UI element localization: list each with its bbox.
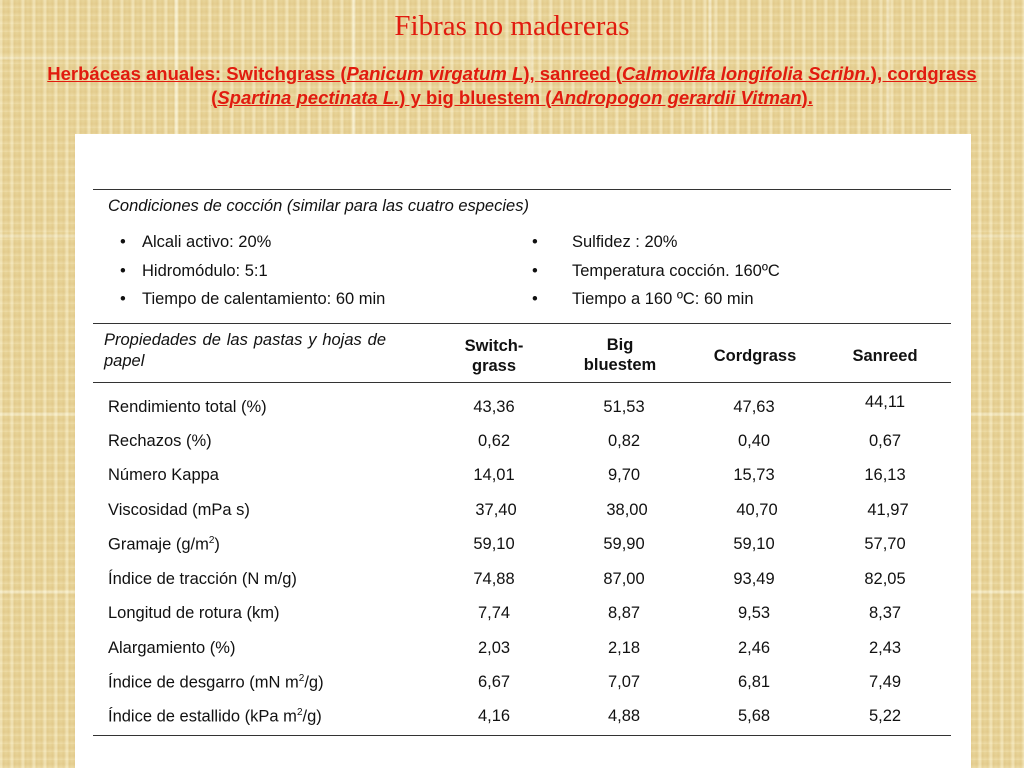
cell-value: 6,67 [477, 673, 511, 691]
cell-value: 40,70 [736, 501, 778, 519]
page-title: Fibras no madereras [394, 10, 630, 42]
cell-value: 2,43 [868, 639, 902, 657]
column-header-big-bluestem: Big bluestem [583, 336, 657, 374]
cell-value: 57,70 [864, 535, 906, 553]
condition-left-3 [120, 290, 385, 309]
cell-value: 87,00 [603, 570, 645, 588]
row-label-text: /g) [304, 673, 324, 692]
row-label-text: Índice de estallido (kPa m [108, 707, 297, 726]
row-label: Índice de tracción (N m/g) [108, 570, 297, 588]
row-label: Alargamiento (%) [108, 639, 236, 657]
condition-right-1 [532, 233, 677, 252]
conditions-title: Condiciones de cocción (similar para las cuatro especies) [108, 197, 529, 215]
condition-right-3 [532, 290, 754, 309]
cell-value: 47,63 [733, 398, 775, 416]
cell-value: 41,97 [867, 501, 909, 519]
row-label [108, 535, 220, 555]
bullet-icon: • [120, 262, 126, 280]
rule-mid [93, 323, 951, 324]
row-label-text: /g) [302, 707, 322, 726]
subtitle-text-5: ). [801, 87, 813, 108]
condition-text: Sulfidez : 20% [572, 233, 678, 251]
table-panel [75, 134, 971, 768]
cell-value: 7,49 [868, 673, 902, 691]
cell-value: 6,81 [737, 673, 771, 691]
row-label: Viscosidad (mPa s) [108, 501, 250, 519]
subtitle-species-3: Spartina pectinata L. [217, 87, 400, 108]
row-label: Número Kappa [108, 466, 219, 484]
row-label [108, 673, 324, 693]
bullet-icon: • [532, 290, 538, 308]
cell-value: 74,88 [473, 570, 515, 588]
row-label: Longitud de rotura (km) [108, 604, 280, 622]
bullet-icon: • [532, 233, 538, 251]
condition-left-1 [120, 233, 271, 252]
condition-text: Tiempo a 160 ºC: 60 min [572, 290, 754, 308]
subtitle-species-4: Andropogon gerardii Vitman [551, 87, 802, 108]
cell-value: 16,13 [864, 466, 906, 484]
row-label-text: ) [214, 535, 220, 554]
subtitle-species-2: Calmovilfa longifolia Scribn. [622, 63, 871, 84]
cell-value: 44,11 [864, 393, 906, 411]
cell-value: 5,22 [868, 707, 902, 725]
cell-value: 2,46 [737, 639, 771, 657]
bullet-icon: • [120, 233, 126, 251]
cell-value: 37,40 [475, 501, 517, 519]
cell-value: 7,74 [477, 604, 511, 622]
cell-value: 0,67 [868, 432, 902, 450]
cell-value: 4,88 [607, 707, 641, 725]
subtitle-text-4: ) y big bluestem ( [399, 87, 552, 108]
condition-text: Temperatura cocción. 160ºC [572, 262, 780, 280]
cell-value: 2,03 [477, 639, 511, 657]
bullet-icon: • [532, 262, 538, 280]
table-header-label: Propiedades de las pastas y hojas de papel [104, 331, 386, 370]
subtitle [20, 62, 1004, 110]
cell-value: 59,10 [733, 535, 775, 553]
rule-bottom [93, 735, 951, 736]
row-label: Rendimiento total (%) [108, 398, 267, 416]
column-header-cordgrass: Cordgrass [713, 347, 797, 365]
cell-value: 82,05 [864, 570, 906, 588]
cell-value: 4,16 [477, 707, 511, 725]
cell-value: 43,36 [473, 398, 515, 416]
row-label [108, 707, 322, 727]
cell-value: 15,73 [733, 466, 775, 484]
cell-value: 9,53 [737, 604, 771, 622]
cell-value: 51,53 [603, 398, 645, 416]
cell-value: 2,18 [607, 639, 641, 657]
row-label-text: Índice de desgarro (mN m [108, 673, 299, 692]
cell-value: 0,82 [607, 432, 641, 450]
row-label-superscript: 2 [298, 673, 305, 684]
subtitle-text-1: Herbáceas anuales: Switchgrass ( [47, 63, 347, 84]
cell-value: 0,40 [737, 432, 771, 450]
bullet-icon: • [120, 290, 126, 308]
cell-value: 38,00 [606, 501, 648, 519]
subtitle-species-1: Panicum virgatum L [346, 63, 524, 84]
cell-value: 0,62 [477, 432, 511, 450]
column-header-sanreed: Sanreed [852, 347, 918, 365]
condition-right-2 [532, 262, 780, 281]
condition-text: Hidromódulo: 5:1 [142, 262, 268, 280]
column-header-switchgrass: Switch-grass [464, 337, 524, 375]
cell-value: 14,01 [473, 466, 515, 484]
condition-text: Tiempo de calentamiento: 60 min [142, 290, 386, 308]
condition-text: Alcali activo: 20% [142, 233, 272, 251]
cell-value: 8,37 [868, 604, 902, 622]
rule-header [93, 382, 951, 383]
cell-value: 7,07 [607, 673, 641, 691]
cell-value: 59,10 [473, 535, 515, 553]
row-label-superscript: 2 [208, 535, 215, 546]
subtitle-text-3: ), cordgrass ( [211, 63, 977, 108]
row-label: Rechazos (%) [108, 432, 212, 450]
cell-value: 9,70 [607, 466, 641, 484]
row-label-text: Gramaje (g/m [108, 535, 209, 554]
cell-value: 8,87 [607, 604, 641, 622]
cell-value: 93,49 [733, 570, 775, 588]
subtitle-text-2: ), sanreed ( [523, 63, 623, 84]
cell-value: 5,68 [737, 707, 771, 725]
rule-top [93, 189, 951, 190]
condition-left-2 [120, 262, 268, 281]
row-label-superscript: 2 [296, 707, 303, 718]
cell-value: 59,90 [603, 535, 645, 553]
